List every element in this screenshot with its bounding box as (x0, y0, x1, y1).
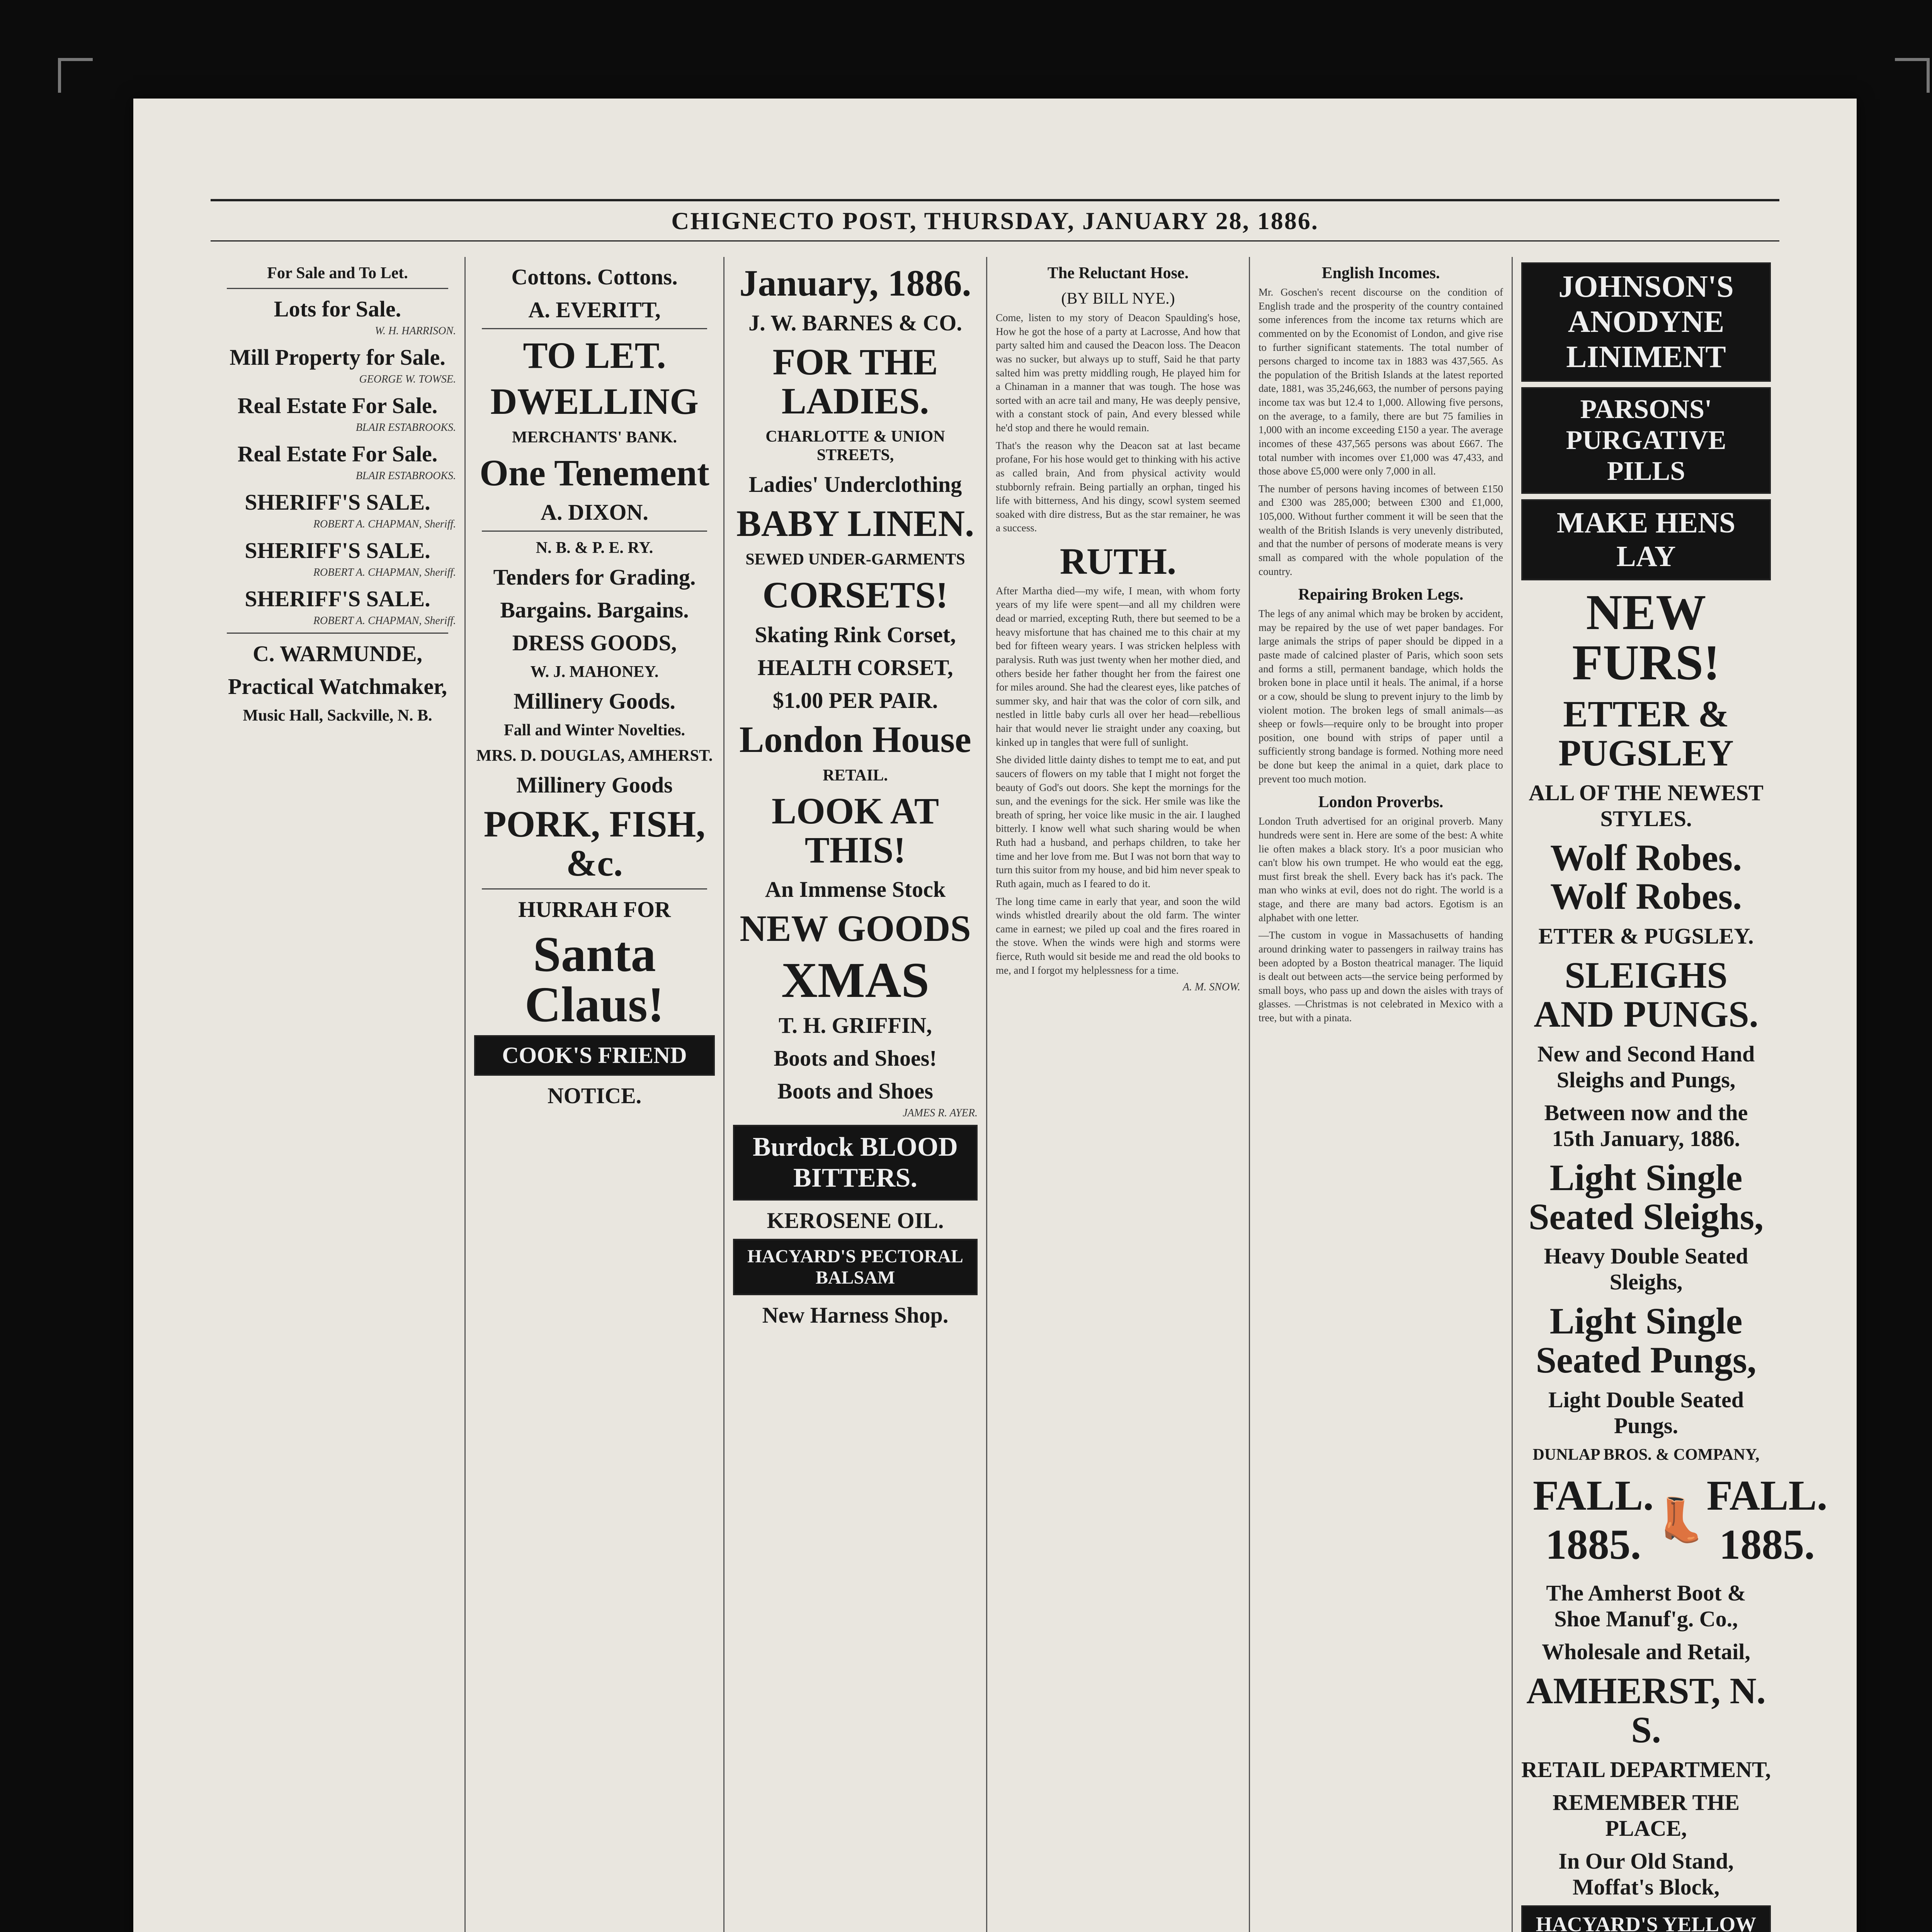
parsons-pills-ad (1521, 387, 1771, 494)
ad-heading: BABY LINEN. (736, 503, 975, 544)
ad-heading: Wholesale and Retail, (1542, 1639, 1750, 1664)
johnson-liniment-ad (1521, 262, 1771, 382)
article-heading: London Proverbs. (1318, 793, 1444, 811)
fall-word: FALL. (1533, 1471, 1654, 1519)
boot-icon: 👢 (1653, 1496, 1707, 1544)
ad-subheading: MERCHANTS' BANK. (512, 428, 677, 446)
ad-heading: HEALTH CORSET, (757, 655, 953, 680)
ad-subheading: DUNLAP BROS. & COMPANY, (1532, 1446, 1760, 1464)
article-text: —The custom in vogue in Massachusetts of handing around drinking water to passengers in railway trains has been adopted by a Boston theatrical manager. The liquid is dealt out between acts—the service being performed by small boys, who pass up and down the aisles with trays of glasses. —Christmas is not celebrated in Mexico with a tree, but with a pinata. (1259, 929, 1503, 1024)
fall-left (1533, 1471, 1654, 1569)
ad-heading: Practical Watchmaker, (228, 674, 447, 699)
ad-heading: Light Single Seated Sleighs, (1528, 1156, 1764, 1237)
fall-banner (1521, 1467, 1828, 1573)
poem-text: That's the reason why the Deacon sat at last became profane, For his hose would get to thinking with his active as called brain, And from physical activity would stubbornly refrain. Being partially an orphan, tinged his life with bitterness, And his dingy, scowl system seemed soaked with dire distress, But as the star remainer, he was a success. (996, 439, 1240, 534)
ad-heading: ETTER & PUGSLEY. (1538, 923, 1754, 949)
crop-mark-top-right (1895, 58, 1930, 93)
ad-heading: C. WARMUNDE, (253, 641, 422, 666)
ad-heading: NOTICE. (547, 1083, 642, 1108)
ad-title: JOHNSON'S ANODYNE LINIMENT (1558, 270, 1734, 374)
signature: ROBERT A. CHAPMAN, Sheriff. (313, 566, 456, 578)
ad-heading: ALL OF THE NEWEST STYLES. (1529, 780, 1764, 831)
ad-heading: SHERIFF'S SALE. (245, 538, 430, 563)
ad-heading: Wolf Robes. Wolf Robes. (1550, 837, 1742, 917)
ad-heading: Cottons. Cottons. (511, 264, 678, 289)
ad-heading: Heavy Double Seated Sleighs, (1544, 1243, 1748, 1295)
ad-heading: AMHERST, N. S. (1526, 1670, 1766, 1750)
yellow-oil-ad (1521, 1905, 1771, 1932)
signature: ROBERT A. CHAPMAN, Sheriff. (313, 615, 456, 627)
ad-subheading: RETAIL. (823, 766, 888, 784)
ad-heading: Boots and Shoes (777, 1078, 933, 1104)
article-text: After Martha died—my wife, I mean, with whom forty years of my life were spent—and all my children were dead or married, excepting Ruth, there but seemed to be a heavy misfortune that has chained me to this chair at my bed for fifteen weary years. I was stricken helpless with paralysis. Ruth was just twenty when her mother died, and others beside her father thought her from the fairest one for miles around. She had the clearest eyes, like patches of summer sky, and hair that was the color of corn silk, and nestled in little baby curls all over her head—rebellious hair that would never lie straight under any coaxing, but kinked up in tangles that were full of sunlight. (996, 585, 1240, 748)
ad-heading: Real Estate For Sale. (237, 393, 438, 418)
ad-heading: NEW FURS! (1572, 585, 1720, 690)
column-1 (211, 257, 466, 1932)
article-text: London Truth advertised for an original proverb. Many hundreds were sent in. Here are some of the best: A white lie often makes a black story. It's a poor musician who can't blow his own trumpet. He who would eat the egg, must first break the shell. Every back has it's pack. The man who winks at evil, does not do right. The world is a stage, and there are many bad actors. Egotism is an alphabet with one letter. (1259, 815, 1503, 923)
ad-heading: HURRAH FOR (518, 896, 671, 922)
signature: ROBERT A. CHAPMAN, Sheriff. (313, 518, 456, 530)
divider (482, 531, 707, 532)
poem-text: Come, listen to my story of Deacon Spaulding's hose, How he got the hose of a party at Lacrosse, And how that party salted him and caused the Deacon loss. The Deacon was no sucker, but always up to stuff, Said he that party salted him was pretty middling rough, He played him for a Chinaman in a manner that was tough. The hose was sorted with an acre tail and many, He was deeply pensive, with a constant stock of pain, And every blessed while he'd stop and there he would remain. (996, 312, 1240, 434)
ad-heading: ETTER & PUGSLEY (1558, 693, 1734, 774)
divider (482, 328, 707, 329)
ad-heading: Lots for Sale. (274, 296, 401, 321)
ad-heading: In Our Old Stand, Moffat's Block, (1558, 1848, 1734, 1900)
divider (227, 288, 448, 289)
burdock-ad (733, 1125, 978, 1201)
fall-right (1707, 1471, 1828, 1569)
article-text: She divided little dainty dishes to tempt me to eat, and put saucers of flowers on my table that I might not forget the beauty of God's out doors. She kept the mornings for the sun, and the evenings for the sick. Her smile was like the breath of spring, her voice like music in the air. I laughed bitterly. I know well what such sharing would be when Ruth had a husband, and perhaps children, to take her time and her love from me. But I was not born that way to turn this suitor from my house, and bid him never speak to Ruth again, much as I feared to do it. (996, 754, 1240, 889)
article-text: The long time came in early that year, and soon the wild winds whistled drearily about the old farm. The winter came in earnest; we piled up coal and the fires roared in the stove. When the winds were high and storms were fierce, Ruth would sit beside me and read the old books to me, and I forgot my helplessness for a time. (996, 895, 1240, 976)
column-4 (987, 257, 1250, 1932)
ad-heading: Ladies' Underclothing (748, 472, 962, 497)
fall-year: 1885. (1719, 1520, 1815, 1568)
divider (227, 633, 448, 634)
make-hens-lay-ad (1521, 499, 1771, 580)
ad-heading: Millinery Goods (516, 772, 673, 798)
ad-heading: REMEMBER THE PLACE, (1553, 1789, 1740, 1841)
ad-heading: Light Double Seated Pungs. (1548, 1387, 1744, 1438)
signature: BLAIR ESTABROOKS. (355, 470, 456, 482)
ad-heading: $1.00 PER PAIR. (772, 687, 938, 713)
ad-heading: An Immense Stock (765, 877, 946, 902)
column-5 (1250, 257, 1513, 1932)
ad-heading: A. DIXON. (541, 500, 648, 525)
ad-heading: NEW GOODS (740, 908, 971, 949)
ad-heading: J. W. BARNES & CO. (748, 310, 962, 335)
ad-heading: SLEIGHS AND PUNGS. (1534, 954, 1759, 1035)
ad-subheading: W. J. MAHONEY. (530, 663, 659, 681)
ad-title: HACYARD'S YELLOW (1536, 1912, 1757, 1932)
ad-subheading: N. B. & P. E. RY. (536, 539, 653, 557)
ad-heading: PORK, FISH, &c. (483, 803, 706, 884)
ad-title: Burdock BLOOD BITTERS. (753, 1132, 958, 1193)
columns (211, 257, 1828, 1932)
ad-title: COOK'S FRIEND (502, 1042, 687, 1068)
ad-title: PARSONS' PURGATIVE PILLS (1566, 395, 1726, 486)
divider (482, 888, 707, 889)
ad-heading: New Harness Shop. (762, 1303, 949, 1328)
ad-heading: New and Second Hand Sleighs and Pungs, (1537, 1041, 1755, 1092)
ad-heading: Real Estate For Sale. (237, 441, 438, 466)
fall-word: FALL. (1706, 1471, 1828, 1519)
ad-heading: Between now and the 15th January, 1886. (1544, 1100, 1748, 1151)
hacyard-balsam-ad (733, 1239, 978, 1295)
column-2 (466, 257, 724, 1932)
ad-heading: FOR THE LADIES. (772, 341, 938, 422)
ad-heading: RETAIL DEPARTMENT, (1521, 1757, 1771, 1782)
byline: (BY BILL NYE.) (1061, 290, 1175, 308)
ad-heading: XMAS (781, 952, 929, 1009)
ad-subheading: Fall and Winter Novelties. (503, 721, 685, 740)
ad-heading: A. EVERITT, (528, 297, 661, 322)
ad-heading: DWELLING (490, 380, 699, 422)
ad-title: HACYARD'S PECTORAL BALSAM (747, 1246, 963, 1288)
article-heading: The Reluctant Hose. (1047, 264, 1189, 282)
ad-heading: Millinery Goods. (514, 689, 675, 714)
article-heading: RUTH. (1060, 541, 1177, 582)
ad-heading: DRESS GOODS, (512, 630, 677, 656)
fall-year: 1885. (1545, 1520, 1641, 1568)
ad-heading: Santa Claus! (524, 926, 665, 1032)
signature: W. H. HARRISON. (375, 325, 456, 337)
article-text: Mr. Goschen's recent discourse on the condition of English trade and the prosperity of the country contained some inferences from the income tax returns which are commented on by the Economist of London, and give rise to further significant statements. The total number of persons charged to income tax in 1883 was 437,565. As the population of the British Islands at the latest reported date, 1881, was 35,246,663, the number of persons paying income tax was but 12.4 to 1,000. Allowing five persons, on the average, to a family, there are but 75 families in 1,000 with an income exceeding £150 a year. The average incomes of these 437,565 persons was about £667. The total number with incomes over £1,000 was 47,433, and those above £5,000 were only 7,000 in all. (1259, 286, 1503, 477)
ad-heading: SHERIFF'S SALE. (245, 490, 430, 515)
ad-heading: Tenders for Grading. (493, 565, 696, 590)
ad-subheading: SEWED UNDER-GARMENTS (745, 551, 965, 569)
ad-heading: KEROSENE OIL. (767, 1208, 944, 1233)
ad-heading: TO LET. (523, 335, 666, 376)
ad-subheading: Music Hall, Sackville, N. B. (243, 707, 432, 724)
ad-heading: Mill Property for Sale. (230, 345, 446, 370)
column-3 (724, 257, 987, 1932)
column-6 (1513, 257, 1828, 1932)
ad-heading: Skating Rink Corset, (755, 622, 956, 647)
ad-heading: The Amherst Boot & Shoe Manuf'g. Co., (1546, 1580, 1746, 1631)
ad-title: MAKE HENS LAY (1556, 507, 1736, 573)
newspaper-page (133, 99, 1857, 1932)
ad-heading: Bargains. Bargains. (500, 597, 689, 623)
masthead: CHIGNECTO POST, THURSDAY, JANUARY 28, 1886. (211, 199, 1779, 242)
ad-heading: Light Single Seated Pungs, (1536, 1300, 1757, 1381)
article-text: The number of persons having incomes of between £150 and £300 was 285,000; between £300 and £1,000, 105,000. Without further comment it will be seen that the wealth of the British Islands is very unevenly distributed, and that the number of persons of moderate means is very small as compared with the whole population of the country. (1259, 483, 1503, 577)
ad-heading: LOOK AT THIS! (772, 790, 939, 871)
signature: BLAIR ESTABROOKS. (355, 422, 456, 434)
article-text: The legs of any animal which may be broken by accident, may be repaired by the use of wet paper bandages. For large animals the strips of paper should be dipped in a paste made of calcined plaster of Paris, which soon sets and forms a still, permanent bandage, which holds the broken bone in place until it heals. The animal, if a horse or a cow, should be slung to prevent injury to the limb by violent motion. The broken legs of small animals—as sheep or fowls—require only to be brought into proper position, one bound with strips of paper until a sufficiently strong bandage is formed. Nothing more need be done but keep the animal in a quiet, dark place to prevent too much motion. (1259, 608, 1503, 785)
ad-heading: T. H. GRIFFIN, (779, 1013, 932, 1038)
ad-heading: London House (739, 718, 971, 760)
ad-heading: January, 1886. (739, 262, 971, 304)
cooks-friend-ad (474, 1035, 715, 1076)
section-heading: For Sale and To Let. (267, 264, 408, 282)
ad-heading: Boots and Shoes! (774, 1046, 937, 1071)
ad-heading: One Tenement (480, 452, 709, 493)
ad-heading: CORSETS! (762, 574, 948, 616)
ad-subheading: MRS. D. DOUGLAS, AMHERST. (476, 747, 713, 765)
signature: A. M. SNOW. (1182, 981, 1240, 993)
ad-heading: SHERIFF'S SALE. (245, 586, 430, 611)
signature: GEORGE W. TOWSE. (359, 373, 456, 385)
crop-mark-top-left (58, 58, 93, 93)
signature: JAMES R. AYER. (903, 1107, 978, 1119)
article-heading: English Incomes. (1321, 264, 1440, 282)
article-heading: Repairing Broken Legs. (1298, 586, 1464, 604)
ad-subheading: CHARLOTTE & UNION STREETS, (765, 428, 945, 464)
